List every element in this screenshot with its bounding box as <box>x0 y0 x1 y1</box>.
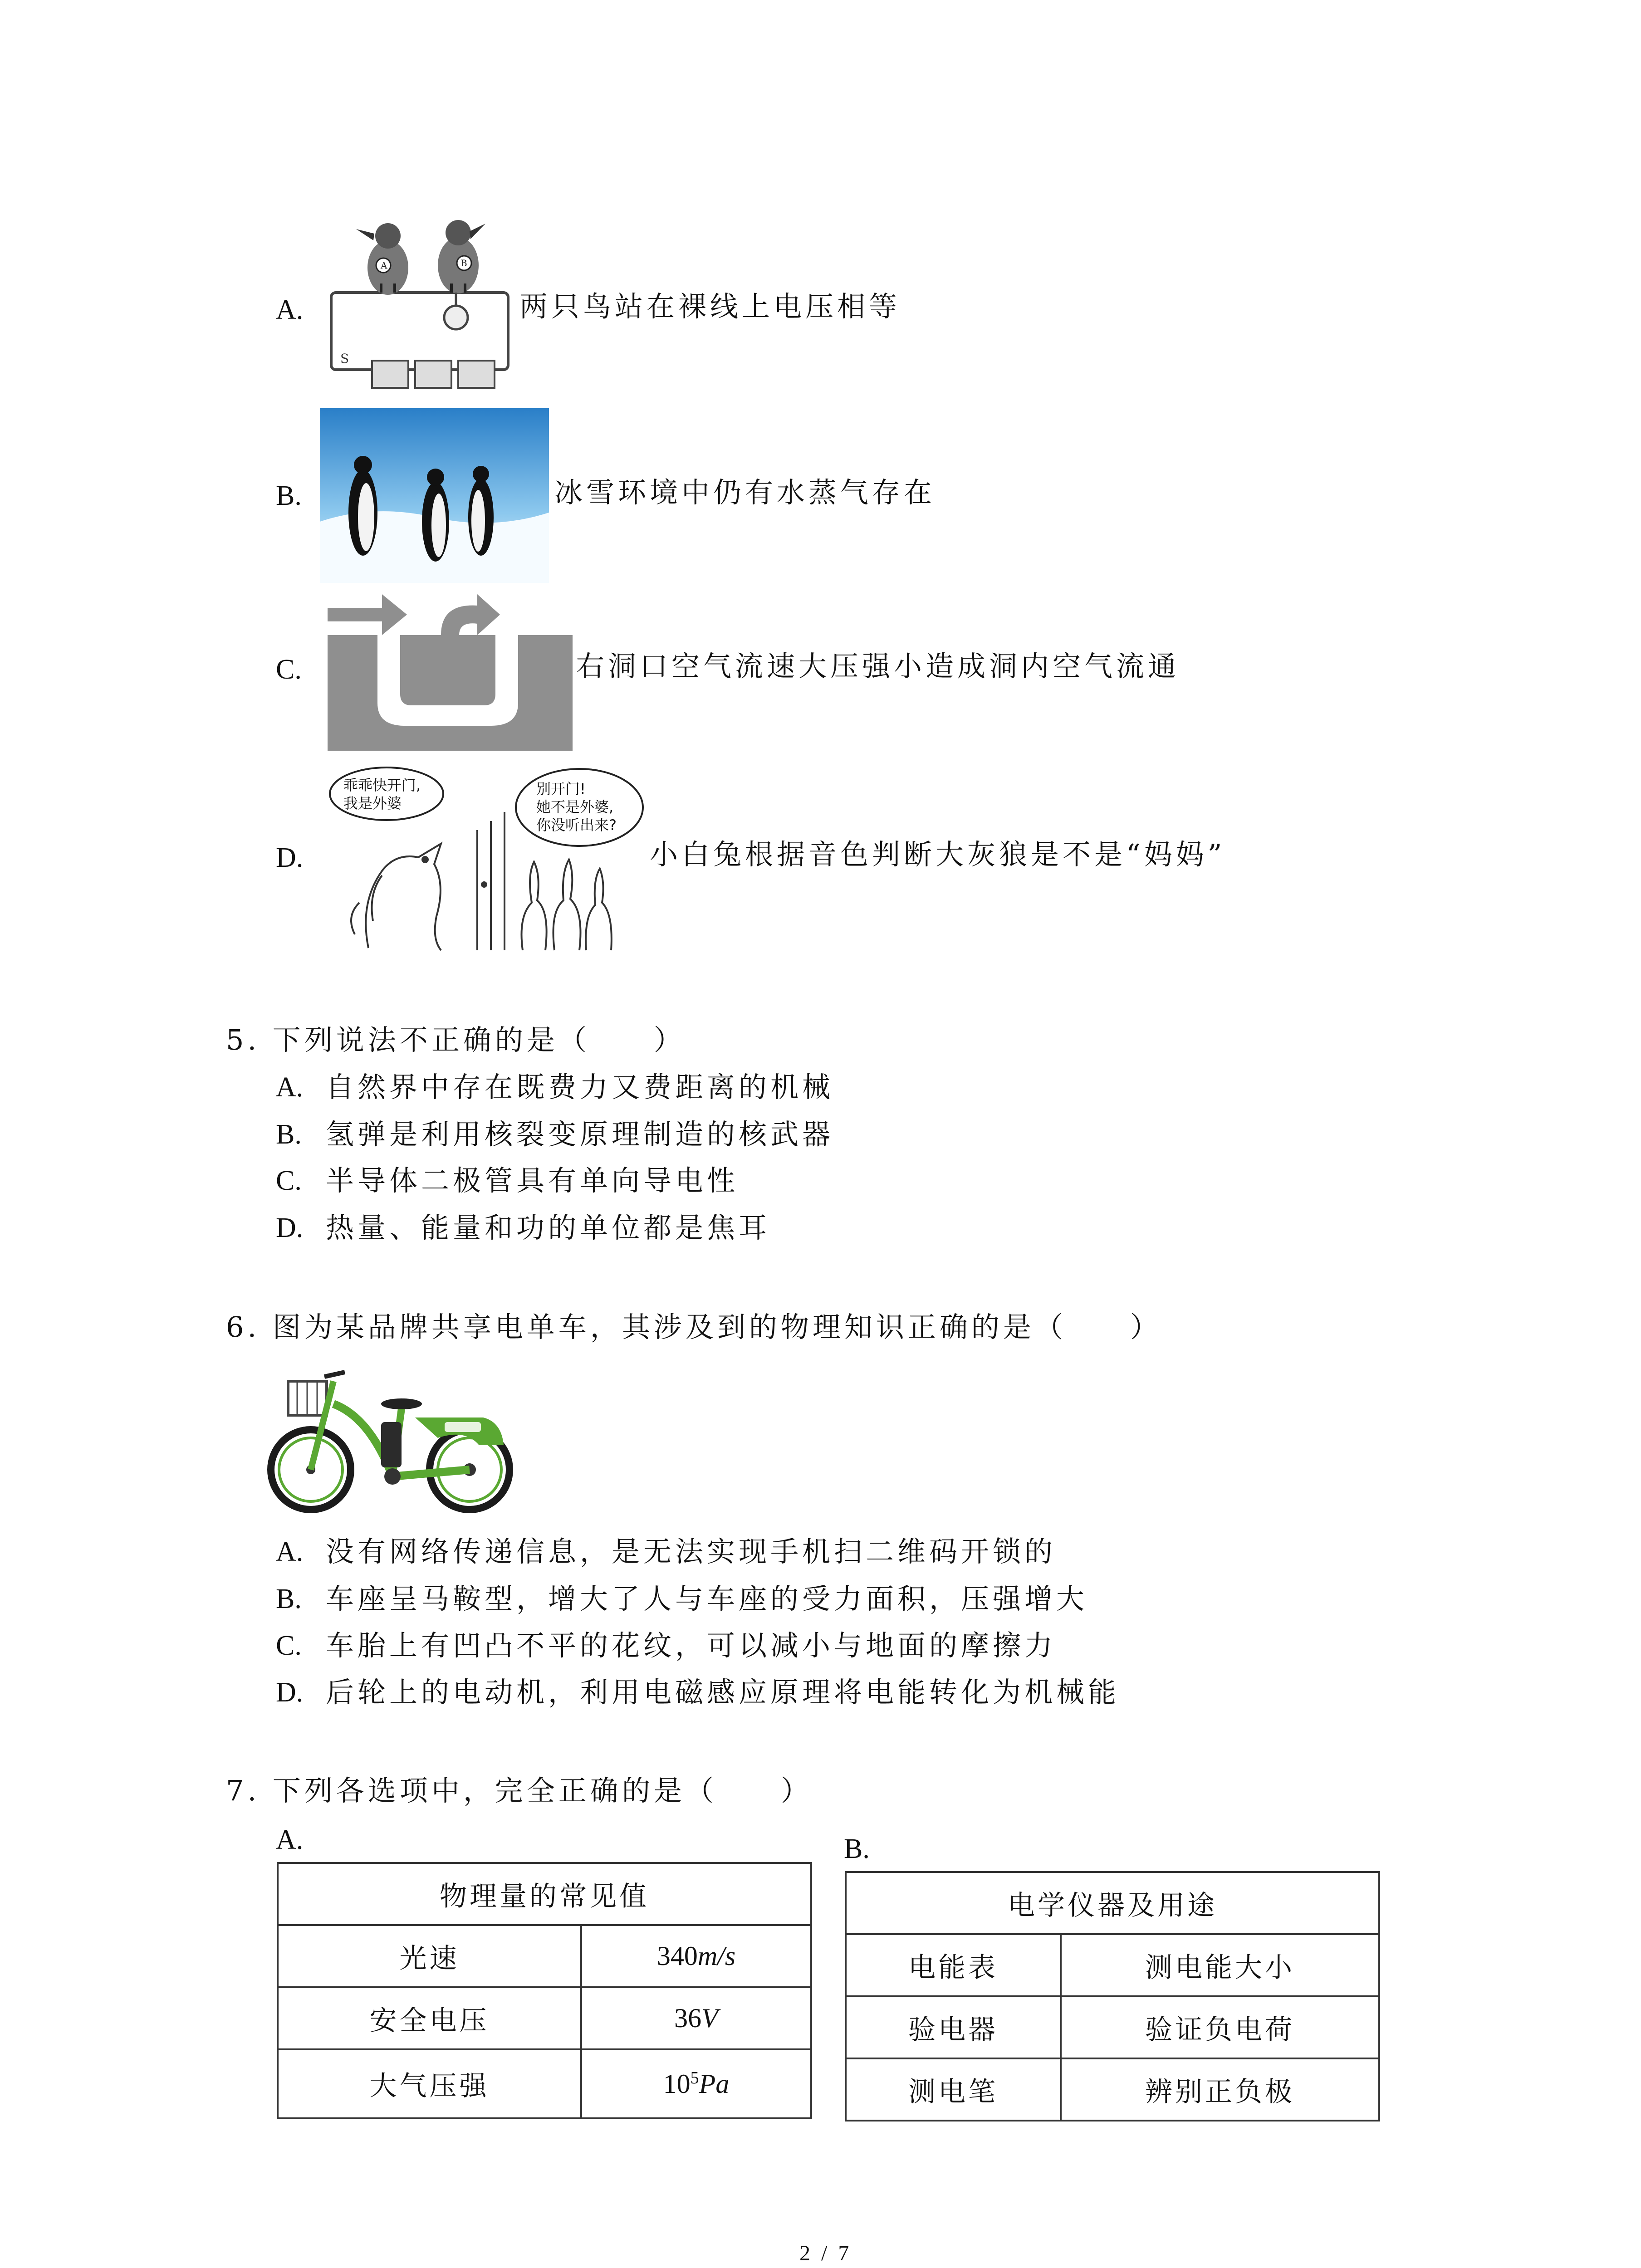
basket-icon <box>288 1381 327 1415</box>
q4-wolf-rabbit-cartoon <box>328 767 645 957</box>
q4-option-a-text: 两只鸟站在裸线上电压相等 <box>519 290 901 323</box>
q4-tunnel-airflow-figure <box>328 590 573 751</box>
q4-penguins-figure <box>320 408 549 583</box>
wolf-icon <box>351 844 441 950</box>
q6-option-b-label: B. <box>276 1584 302 1614</box>
q5-stem: 5. 下列说法不正确的是（ ） <box>226 1023 686 1056</box>
q4-option-d-label: D. <box>276 842 304 873</box>
q5-option-d-text: 热量、能量和功的单位都是焦耳 <box>326 1211 771 1244</box>
q7-table-b <box>845 1871 1380 2121</box>
q6-stem: 6. 图为某品牌共享电单车，其涉及到的物理知识正确的是（ ） <box>226 1310 1162 1344</box>
q5-option-c-label: C. <box>276 1165 302 1196</box>
battery-icon <box>372 361 495 388</box>
q5-option-c-text: 半导体二极管具有单向导电性 <box>326 1164 739 1197</box>
q6-option-c-label: C. <box>276 1630 302 1661</box>
q5-option-a-text: 自然界中存在既费力又费距离的机械 <box>326 1070 834 1104</box>
q6-option-a-label: A. <box>276 1536 304 1567</box>
q4-option-c-text: 右洞口空气流速大压强小造成洞内空气流通 <box>576 650 1180 683</box>
rabbit-icon <box>522 860 612 950</box>
q5-option-d-label: D. <box>276 1212 304 1243</box>
bulb-icon <box>444 293 468 329</box>
page-number: 2 / 7 <box>799 2241 852 2265</box>
table-row: 测电笔 辨别正负极 <box>846 2058 1379 2121</box>
table-row: 验电器 验证负电荷 <box>846 1996 1379 2058</box>
q5-option-b-text: 氢弹是利用核裂变原理制造的核武器 <box>326 1118 834 1151</box>
door-icon <box>477 812 505 950</box>
q4-option-b-label: B. <box>276 480 302 511</box>
fork <box>311 1381 333 1470</box>
q7-stem: 7. 下列各选项中，完全正确的是（ ） <box>226 1774 813 1807</box>
q4-option-b-text: 冰雪环境中仍有水蒸气存在 <box>554 476 936 509</box>
table-row: 安全电压 36V <box>278 1987 811 2049</box>
svg-text:你没听出来?: 你没听出来? <box>536 816 617 834</box>
q6-shared-e-bike-figure <box>265 1354 517 1520</box>
q5-option-a-label: A. <box>276 1072 304 1103</box>
q7-table-b-label: B. <box>844 1833 870 1864</box>
svg-text:她不是外婆,: 她不是外婆, <box>536 798 614 816</box>
q4-option-d-text: 小白兔根据音色判断大灰狼是不是“妈妈” <box>650 838 1226 871</box>
svg-text:别开门!: 别开门! <box>536 780 586 797</box>
table-a-header: 物理量的常见值 <box>278 1863 811 1925</box>
svg-text:乖乖快开门,: 乖乖快开门, <box>343 777 421 794</box>
svg-text:A: A <box>381 260 387 271</box>
q4-option-c-label: C. <box>276 654 302 685</box>
svg-text:S: S <box>340 351 349 366</box>
q7-table-a <box>277 1862 812 2119</box>
q6-option-d-text: 后轮上的电动机，利用电磁感应原理将电能转化为机械能 <box>326 1676 1120 1709</box>
battery <box>381 1422 402 1467</box>
table-row: 电能表 测电能大小 <box>846 1934 1379 1996</box>
seat <box>381 1398 422 1409</box>
table-b-header: 电学仪器及用途 <box>846 1872 1379 1934</box>
q7-table-a-label: A. <box>276 1824 304 1855</box>
q4-birds-circuit-figure <box>320 215 515 406</box>
table-row: 光速 340m/s <box>278 1925 811 1987</box>
q6-option-a-text: 没有网络传递信息，是无法实现手机扫二维码开锁的 <box>326 1535 1057 1568</box>
bird-a-icon <box>356 223 408 295</box>
q6-option-d-label: D. <box>276 1677 304 1708</box>
table-row: 大气压强 $10^5Pa$ <box>278 2049 811 2118</box>
q6-option-c-text: 车胎上有凹凸不平的花纹，可以减小与地面的摩擦力 <box>326 1629 1057 1662</box>
q4-option-a-label: A. <box>276 294 304 325</box>
speech-bubble-wolf <box>330 767 443 820</box>
q6-option-b-text: 车座呈马鞍型，增大了人与车座的受力面积，压强增大 <box>326 1582 1088 1615</box>
svg-text:我是外婆: 我是外婆 <box>343 795 402 812</box>
bird-b-icon <box>438 220 485 293</box>
q5-option-b-label: B. <box>276 1119 302 1150</box>
svg-text:B: B <box>460 258 467 269</box>
